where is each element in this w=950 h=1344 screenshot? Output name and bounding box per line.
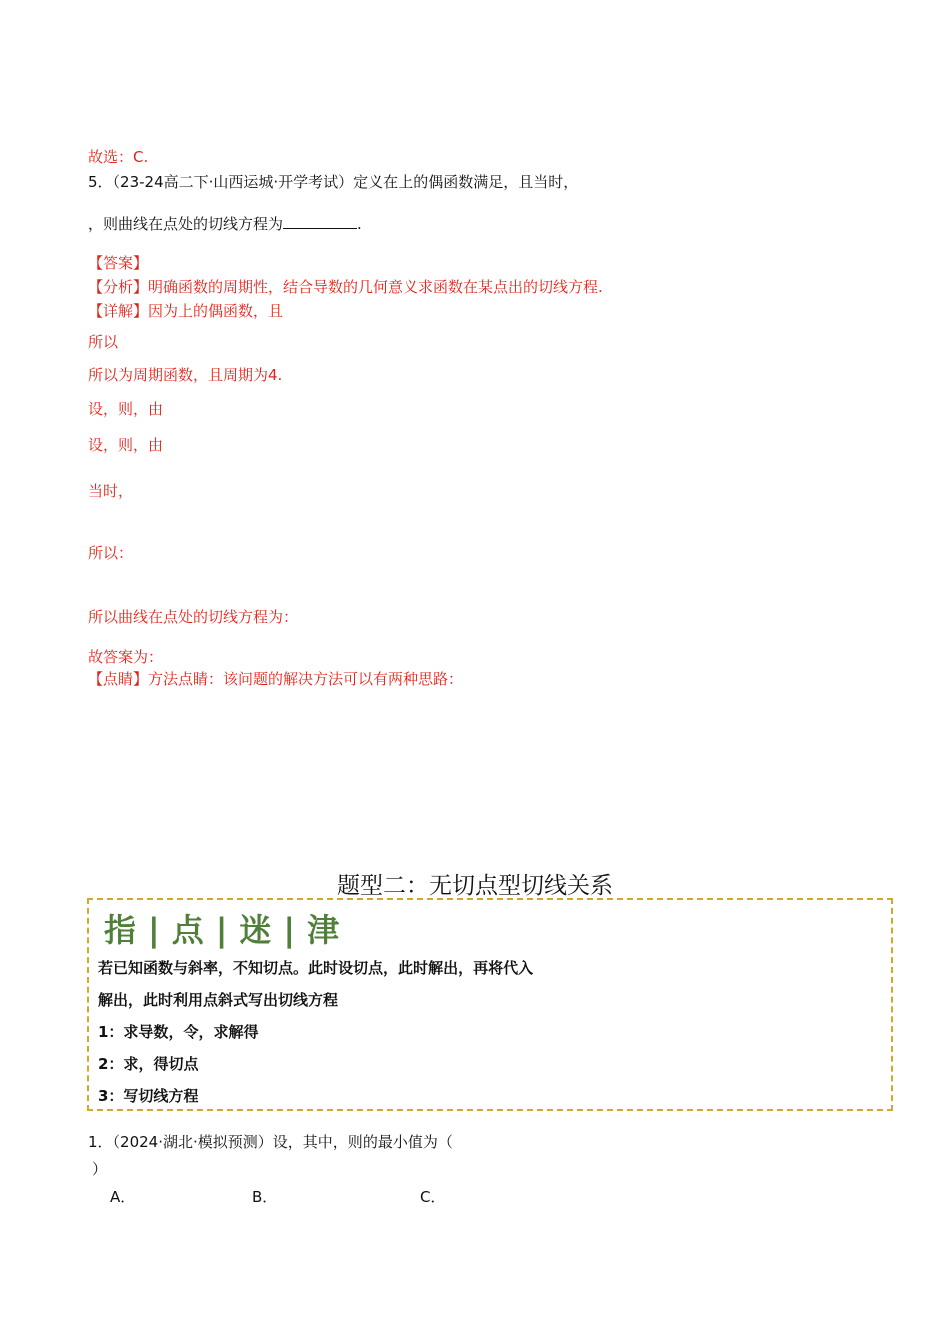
answer-blank	[283, 214, 357, 229]
tips-step-1: 1：求导数，令，求解得	[98, 1023, 259, 1041]
option-c[interactable]: C．	[420, 1188, 446, 1206]
step-5: 当时，	[88, 482, 134, 500]
step-2: 所以为周期函数，且周期为4.	[88, 366, 283, 384]
problem-5-line-1: 5．（23-24高二下·山西运城·开学考试）定义在上的偶函数满足，且当时，	[88, 173, 579, 191]
final-answer: 故答案为：	[88, 648, 164, 666]
tips-step-2: 2：求，得切点	[98, 1055, 199, 1073]
detail-line: 【详解】因为上的偶函数，且	[88, 302, 284, 320]
step-3: 设，则，由	[88, 400, 164, 418]
step-1: 所以	[88, 333, 119, 351]
step-4: 设，则，由	[88, 436, 164, 454]
tips-header: 指 | 点 | 迷 | 津	[104, 911, 342, 949]
answer-line: 【答案】	[88, 254, 149, 272]
problem-1-line-2: ）	[92, 1160, 108, 1178]
option-b[interactable]: B．	[252, 1188, 278, 1206]
step-6: 所以：	[88, 544, 134, 562]
step-7: 所以曲线在点处的切线方程为：	[88, 608, 299, 626]
section-title: 题型二：无切点型切线关系	[337, 873, 613, 899]
tips-para-2: 解出，此时利用点斜式写出切线方程	[98, 991, 339, 1009]
tips-step-3: 3：写切线方程	[98, 1087, 199, 1105]
previous-conclusion: 故选：C.	[88, 148, 149, 166]
problem-5-line-2: ，则曲线在点处的切线方程为 .	[88, 215, 362, 233]
analysis-line: 【分析】明确函数的周期性，结合导数的几何意义求函数在某点出的切线方程.	[88, 278, 603, 296]
tips-para-1: 若已知函数与斜率，不知切点。此时设切点，此时解出，再将代入	[98, 959, 534, 977]
problem-1-line-1: 1．（2024·湖北·模拟预测）设，其中，则的最小值为（	[88, 1133, 453, 1151]
remarks-line: 【点睛】方法点睛：该问题的解决方法可以有两种思路：	[88, 670, 464, 688]
option-a[interactable]: A．	[110, 1188, 136, 1206]
